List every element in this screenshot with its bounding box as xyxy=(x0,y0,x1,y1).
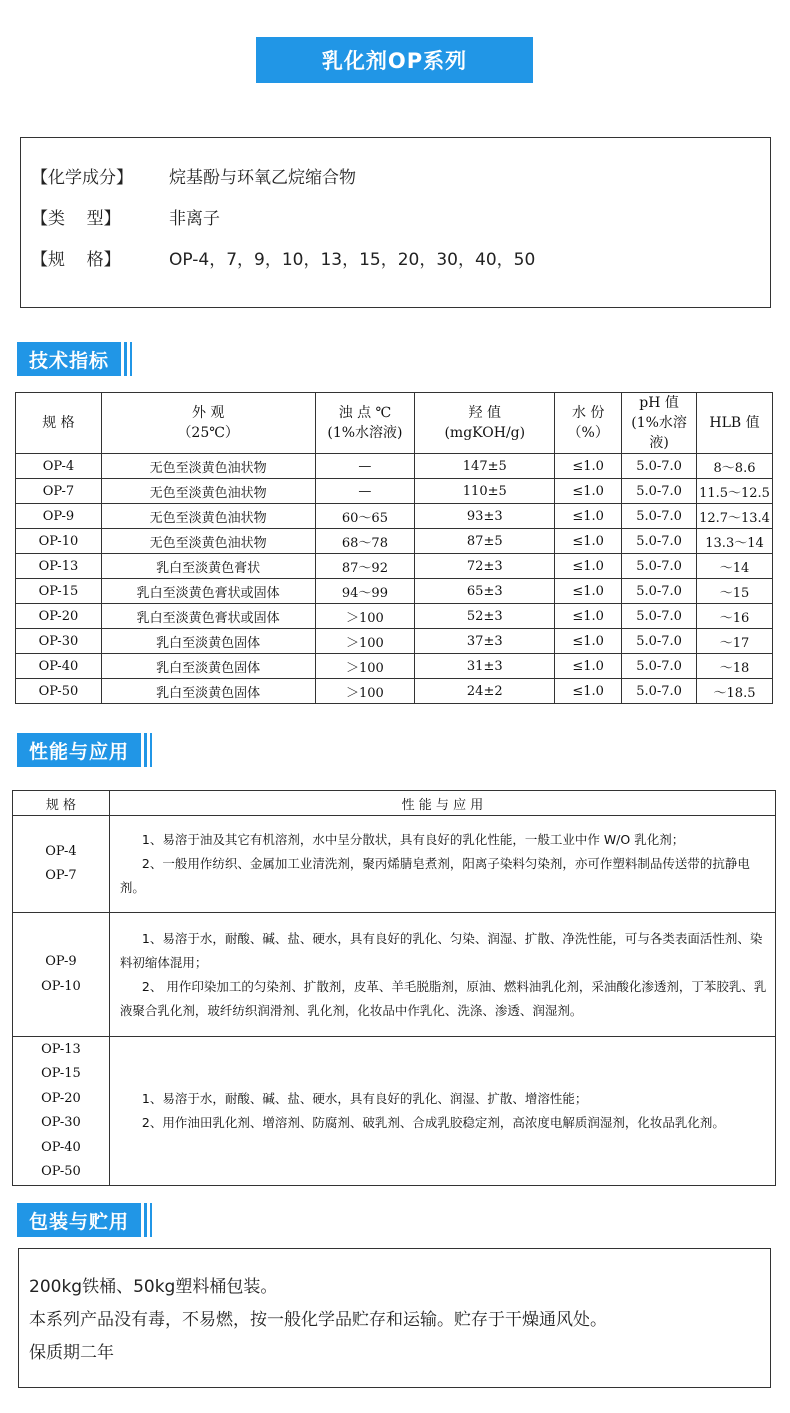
app-group-row xyxy=(13,913,776,1037)
description-paragraph: 1、易溶于水，耐酸、碱、盐、硬水，具有良好的乳化、润湿、扩散、增溶性能； xyxy=(141,1091,588,1106)
spec-cell: ≤1.0 xyxy=(555,629,622,654)
spec-cell: 87～92 xyxy=(315,554,415,579)
info-label: 【类 型】 xyxy=(31,209,121,229)
section-title: 性能与应用 xyxy=(17,733,141,767)
spec-cell: 12.7～13.4 xyxy=(697,504,773,529)
description-paragraph: 1、易溶于水，耐酸、碱、盐、硬水，具有良好的乳化、匀染、润湿、扩散、净洗性能，可与各类表面活性剂、染料初缩体混用； xyxy=(119,930,763,970)
info-label: 【化学成分】 xyxy=(31,168,133,188)
spec-row xyxy=(16,629,773,654)
spec-cell: 31±3 xyxy=(415,654,555,679)
col-header: HLB 值 xyxy=(697,393,773,454)
spec-cell: 65±3 xyxy=(415,579,555,604)
app-description-cell xyxy=(109,1037,775,1186)
decor-bar xyxy=(144,733,147,767)
grade-label: OP-50 xyxy=(41,1164,81,1179)
app-grades-cell xyxy=(13,816,110,913)
spec-cell: ≤1.0 xyxy=(555,454,622,479)
app-description-cell xyxy=(109,913,775,1037)
spec-cell: 24±2 xyxy=(415,679,555,704)
spec-row xyxy=(16,554,773,579)
info-value: 烷基酚与环氧乙烷缩合物 xyxy=(169,168,356,188)
spec-cell: 乳白至淡黄色固体 xyxy=(101,654,315,679)
spec-cell: 无色至淡黄色油状物 xyxy=(101,529,315,554)
col-header: 性 能 与 应 用 xyxy=(109,791,775,816)
col-header: 羟 值 (mgKOH/g) xyxy=(415,393,555,454)
decor-bar xyxy=(150,733,152,767)
spec-cell: 147±5 xyxy=(415,454,555,479)
col-header: pH 值 (1%水溶液) xyxy=(622,393,697,454)
info-value: 非离子 xyxy=(169,209,220,229)
spec-row xyxy=(16,529,773,554)
spec-cell: 68～78 xyxy=(315,529,415,554)
spec-cell: 无色至淡黄色油状物 xyxy=(101,454,315,479)
spec-grade-cell: OP-13 xyxy=(16,554,102,579)
spec-cell: 60～65 xyxy=(315,504,415,529)
info-row-composition xyxy=(31,168,770,188)
spec-row xyxy=(16,604,773,629)
spec-grade-cell: OP-50 xyxy=(16,679,102,704)
spec-grade-cell: OP-4 xyxy=(16,454,102,479)
spec-cell: 5.0-7.0 xyxy=(622,504,697,529)
spec-cell: 5.0-7.0 xyxy=(622,479,697,504)
grade-label: OP-20 xyxy=(41,1090,81,1106)
spec-cell: 无色至淡黄色油状物 xyxy=(101,479,315,504)
spec-grade-cell: OP-7 xyxy=(16,479,102,504)
grade-label: OP-15 xyxy=(41,1066,81,1081)
col-header: 水 份 （%） xyxy=(555,393,622,454)
spec-row xyxy=(16,504,773,529)
spec-cell: — xyxy=(315,454,415,479)
col-header: 规 格 xyxy=(13,791,110,816)
grade-label: OP-4 xyxy=(45,843,77,859)
col-header: 规 格 xyxy=(16,393,102,454)
spec-grade-cell: OP-30 xyxy=(16,629,102,654)
spec-cell: 乳白至淡黄色固体 xyxy=(101,679,315,704)
description-paragraph: 2、一般用作纺织、金属加工业清洗剂，聚丙烯腈皂煮剂，阳离子染料匀染剂，亦可作塑料制品传送带的抗静电剂。 xyxy=(119,856,750,895)
app-header-row xyxy=(13,791,776,816)
spec-cell: ＞100 xyxy=(315,679,415,704)
spec-cell: ～18 xyxy=(697,654,773,679)
spec-cell: 37±3 xyxy=(415,629,555,654)
section-header-application xyxy=(17,733,152,767)
spec-header-row xyxy=(16,393,773,454)
packaging-line: 保质期二年 xyxy=(29,1343,114,1363)
spec-cell: ≤1.0 xyxy=(555,529,622,554)
page-title: 乳化剂OP系列 xyxy=(256,37,533,83)
spec-cell: ＞100 xyxy=(315,654,415,679)
packaging-line: 本系列产品没有毒，不易燃，按一般化学品贮存和运输。贮存于干燥通风处。 xyxy=(29,1310,607,1330)
spec-cell: 8～8.6 xyxy=(697,454,773,479)
spec-cell: 5.0-7.0 xyxy=(622,579,697,604)
spec-cell: 5.0-7.0 xyxy=(622,629,697,654)
spec-cell: ≤1.0 xyxy=(555,604,622,629)
decor-bar xyxy=(144,1203,147,1237)
spec-cell: 72±3 xyxy=(415,554,555,579)
spec-cell: ～15 xyxy=(697,579,773,604)
spec-cell: 5.0-7.0 xyxy=(622,654,697,679)
spec-cell: 乳白至淡黄色膏状 xyxy=(101,554,315,579)
spec-cell: 93±3 xyxy=(415,504,555,529)
spec-cell: ～14 xyxy=(697,554,773,579)
spec-cell: ＞100 xyxy=(315,604,415,629)
spec-row xyxy=(16,654,773,679)
spec-table xyxy=(15,392,773,704)
spec-cell: ≤1.0 xyxy=(555,579,622,604)
decor-bar xyxy=(150,1203,152,1237)
info-row-grades xyxy=(31,250,770,270)
spec-cell: ≤1.0 xyxy=(555,479,622,504)
info-label: 【规 格】 xyxy=(31,250,121,270)
description-paragraph: 1、易溶于油及其它有机溶剂，水中呈分散状，具有良好的乳化性能，一般工业中作 W/O 乳化剂； xyxy=(141,832,685,847)
grade-label: OP-40 xyxy=(41,1139,81,1155)
description-paragraph: 2、 用作印染加工的匀染剂、扩散剂，皮革、羊毛脱脂剂，原油、燃料油乳化剂，采油酸化渗透剂，丁苯胶乳、乳液聚合乳化剂，玻纤纺织润滑剂、乳化剂，化妆品中作乳化、洗涤、渗透、润湿剂。 xyxy=(119,978,767,1018)
info-value: OP-4，7，9，10，13，15，20，30，40，50 xyxy=(169,250,536,270)
spec-cell: ～17 xyxy=(697,629,773,654)
spec-grade-cell: OP-40 xyxy=(16,654,102,679)
spec-row xyxy=(16,579,773,604)
grade-label: OP-10 xyxy=(41,978,81,994)
grade-label: OP-9 xyxy=(45,954,77,969)
spec-cell: ≤1.0 xyxy=(555,654,622,679)
packaging-box xyxy=(18,1248,771,1388)
spec-cell: — xyxy=(315,479,415,504)
app-group-row xyxy=(13,1037,776,1186)
app-grades-cell xyxy=(13,913,110,1037)
decor-bar xyxy=(130,342,132,376)
grade-label: OP-30 xyxy=(41,1115,81,1130)
spec-cell: ～16 xyxy=(697,604,773,629)
app-description-cell xyxy=(109,816,775,913)
spec-grade-cell: OP-15 xyxy=(16,579,102,604)
product-info-box xyxy=(20,137,771,308)
spec-row xyxy=(16,479,773,504)
spec-cell: 52±3 xyxy=(415,604,555,629)
decor-bar xyxy=(124,342,127,376)
grade-label: OP-7 xyxy=(45,868,77,883)
spec-cell: 5.0-7.0 xyxy=(622,554,697,579)
spec-cell: 94～99 xyxy=(315,579,415,604)
info-row-type xyxy=(31,209,770,229)
spec-cell: ≤1.0 xyxy=(555,504,622,529)
col-header: 外 观 （25℃） xyxy=(101,393,315,454)
spec-cell: 5.0-7.0 xyxy=(622,529,697,554)
spec-cell: ≤1.0 xyxy=(555,554,622,579)
section-title: 技术指标 xyxy=(17,342,121,376)
spec-cell: 5.0-7.0 xyxy=(622,454,697,479)
spec-grade-cell: OP-10 xyxy=(16,529,102,554)
spec-cell: ～18.5 xyxy=(697,679,773,704)
spec-grade-cell: OP-9 xyxy=(16,504,102,529)
app-group-row xyxy=(13,816,776,913)
section-header-packaging xyxy=(17,1203,152,1237)
spec-grade-cell: OP-20 xyxy=(16,604,102,629)
spec-cell: 5.0-7.0 xyxy=(622,679,697,704)
section-title: 包装与贮用 xyxy=(17,1203,141,1237)
description-paragraph: 2、用作油田乳化剂、增溶剂、防腐剂、破乳剂、合成乳胶稳定剂，高浓度电解质润湿剂，化妆品乳化剂。 xyxy=(141,1115,725,1130)
section-header-specs xyxy=(17,342,132,376)
spec-cell: 13.3～14 xyxy=(697,529,773,554)
spec-cell: 110±5 xyxy=(415,479,555,504)
spec-cell: 5.0-7.0 xyxy=(622,604,697,629)
spec-row xyxy=(16,454,773,479)
spec-cell: 乳白至淡黄色固体 xyxy=(101,629,315,654)
spec-cell: 11.5～12.5 xyxy=(697,479,773,504)
application-table xyxy=(12,790,776,1186)
packaging-line: 200kg铁桶、50kg塑料桶包装。 xyxy=(29,1277,278,1297)
spec-row xyxy=(16,679,773,704)
spec-cell: 87±5 xyxy=(415,529,555,554)
spec-cell: 无色至淡黄色油状物 xyxy=(101,504,315,529)
col-header: 浊 点 ℃ (1%水溶液) xyxy=(315,393,415,454)
spec-cell: ＞100 xyxy=(315,629,415,654)
spec-cell: 乳白至淡黄色膏状或固体 xyxy=(101,579,315,604)
grade-label: OP-13 xyxy=(41,1041,81,1057)
app-grades-cell xyxy=(13,1037,110,1186)
spec-cell: 乳白至淡黄色膏状或固体 xyxy=(101,604,315,629)
spec-cell: ≤1.0 xyxy=(555,679,622,704)
